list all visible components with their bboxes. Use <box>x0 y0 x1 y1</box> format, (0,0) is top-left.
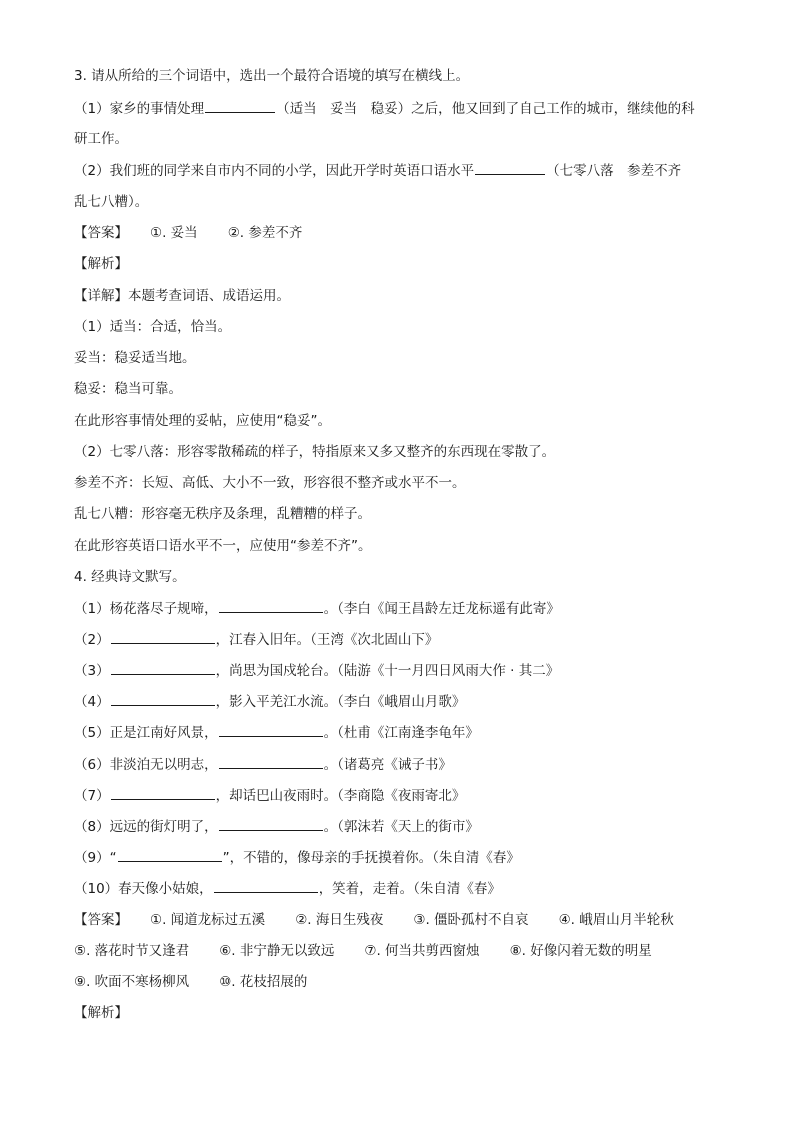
q4-item: （2） ，江春入旧年。（王湾《次北固山下》 <box>74 629 724 650</box>
fill-blank[interactable] <box>219 598 323 613</box>
q3-explain-line: 在此形容英语口语水平不一，应使用“参差不齐”。 <box>74 538 372 554</box>
fill-blank[interactable] <box>111 691 215 706</box>
q4-item: （10）春天像小姑娘， ，笑着，走着。（朱自清《春》 <box>74 878 724 899</box>
q3-title: 3. 请从所给的三个词语中，选出一个最符合语境的填写在横线上。 <box>74 68 470 84</box>
q3-explain-line: 稳妥：稳当可靠。 <box>74 381 182 397</box>
q3-detail: 【详解】本题考查词语、成语运用。 <box>74 288 290 304</box>
q4-item: （1）杨花落尽子规啼， 。（李白《闻王昌龄左迁龙标遥有此寄》 <box>74 598 724 619</box>
answer-label: 【答案】 <box>74 225 128 241</box>
answer-item: ②. 参差不齐 <box>227 225 303 241</box>
q3-analysis-label: 【解析】 <box>74 256 128 272</box>
answer-item: ③. 僵卧孤村不自哀 <box>413 912 529 928</box>
fill-blank[interactable] <box>205 98 275 113</box>
q4-item: （8）远远的街灯明了， 。（郭沫若《天上的街市》 <box>74 816 724 837</box>
answer-label: 【答案】 <box>74 912 128 928</box>
answer-item: ⑦. 何当共剪西窗烛 <box>364 943 480 959</box>
answer-item: ⑩. 花枝招展的 <box>219 974 308 990</box>
fill-blank[interactable] <box>219 816 323 831</box>
q3-answer <box>74 223 724 243</box>
fill-blank[interactable] <box>111 785 215 800</box>
q3-sub1-line1: （1）家乡的事情处理 （适当 妥当 稳妥）之后，他又回到了自己工作的城市，继续他的科 <box>74 98 724 119</box>
detail-label: 【详解】 <box>74 288 128 304</box>
q4-answer-row <box>74 910 724 930</box>
answer-item: ⑥. 非宁静无以致远 <box>219 943 335 959</box>
q3-explain-line: 参差不齐：长短、高低、大小不一致，形容很不整齐或水平不一。 <box>74 475 466 491</box>
answer-item: ④. 峨眉山月半轮秋 <box>558 912 674 928</box>
fill-blank[interactable] <box>214 878 318 893</box>
q4-item: （5）正是江南好风景， 。（杜甫《江南逢李龟年》 <box>74 722 724 743</box>
q4-answer-row <box>74 972 724 992</box>
q3-sub1-line2: 研工作。 <box>74 131 128 147</box>
q3-explain-line: 乱七八糟：形容毫无秩序及条理，乱糟糟的样子。 <box>74 506 371 522</box>
answer-item: ①. 闻道龙标过五溪 <box>150 912 266 928</box>
q3-explain-line: （1）适当：合适，恰当。 <box>74 319 232 335</box>
q4-item: （9）“ ”，不错的，像母亲的手抚摸着你。（朱自清《春》 <box>74 847 724 868</box>
answer-item: ⑤. 落花时节又逢君 <box>74 943 190 959</box>
q3-sub2-line2: 乱七八糟）。 <box>74 194 149 210</box>
q4-analysis-label: 【解析】 <box>74 1005 128 1021</box>
q4-answer-row <box>74 941 724 961</box>
q4-item: （4） ，影入平羌江水流。（李白《峨眉山月歌》 <box>74 691 724 712</box>
answer-item: ⑧. 好像闪着无数的明星 <box>509 943 652 959</box>
fill-blank[interactable] <box>111 660 215 675</box>
q4-item: （3） ，尚思为国戍轮台。（陆游《十一月四日风雨大作 · 其二》 <box>74 660 724 681</box>
fill-blank[interactable] <box>118 847 222 862</box>
fill-blank[interactable] <box>219 722 323 737</box>
q3-explain-line: （2）七零八落：形容零散稀疏的样子，特指原来又多又整齐的东西现在零散了。 <box>74 444 556 460</box>
q3-sub2-line1: （2）我们班的同学来自市内不同的小学，因此开学时英语口语水平 （七零八落 参差不齐 <box>74 160 724 181</box>
q4-title: 4. 经典诗文默写。 <box>74 569 186 585</box>
answer-item: ①. 妥当 <box>150 225 198 241</box>
q4-item: （6）非淡泊无以明志， 。（诸葛亮《诫子书》 <box>74 754 724 775</box>
q3-explain-line: 在此形容事情处理的妥帖，应使用“稳妥”。 <box>74 413 331 429</box>
fill-blank[interactable] <box>219 754 323 769</box>
fill-blank[interactable] <box>111 629 215 644</box>
q4-item: （7） ，却话巴山夜雨时。（李商隐《夜雨寄北》 <box>74 785 724 806</box>
fill-blank[interactable] <box>475 160 545 175</box>
answer-item: ②. 海日生残夜 <box>295 912 384 928</box>
q3-explain-line: 妥当：稳妥适当地。 <box>74 350 196 366</box>
answer-item: ⑨. 吹面不寒杨柳风 <box>74 974 190 990</box>
